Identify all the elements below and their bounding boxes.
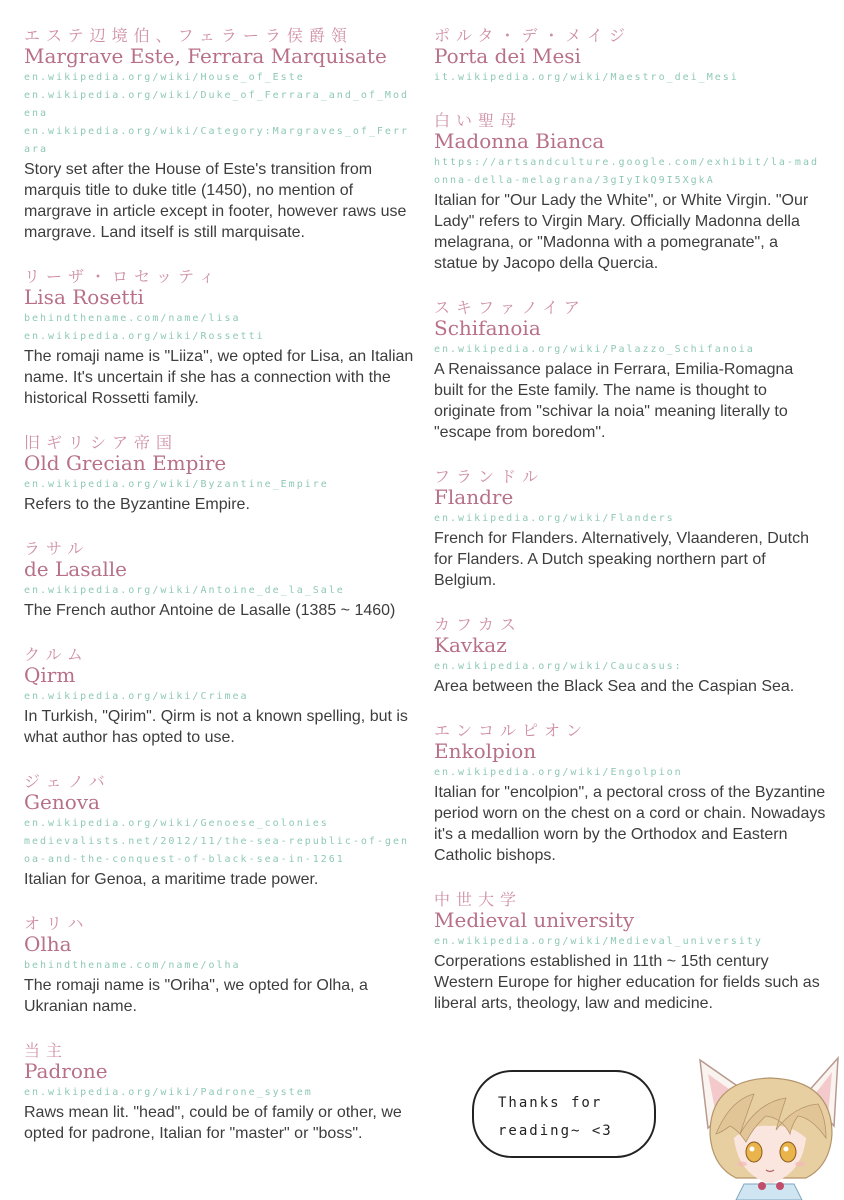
glossary-entry	[434, 298, 826, 443]
reference-link[interactable]: en.wikipedia.org/wiki/House_of_Este	[24, 72, 305, 83]
glossary-entry	[434, 721, 826, 866]
entry-description: Area between the Black Sea and the Caspian Sea.	[434, 678, 795, 695]
reference-link[interactable]: medievalists.net/2012/11/the-sea-republic-of-genoa-and-the-conquest-of-black-sea-in-1261	[24, 836, 409, 865]
glossary-entry	[434, 615, 826, 697]
entry-title: Genova	[24, 790, 100, 814]
reference-link[interactable]: en.wikipedia.org/wiki/Antoine_de_la_Sale	[24, 585, 345, 596]
japanese-term: カフカス	[434, 615, 522, 634]
japanese-term: 中世大学	[434, 890, 523, 909]
entry-description: A Renaissance palace in Ferrara, Emilia-Romagna built for the Este family. The name is thought to originate from "schivar la noia" meaning literally to "escape from boredom".	[434, 361, 794, 441]
reference-link[interactable]: en.wikipedia.org/wiki/Category:Margraves_of_Ferrara	[24, 126, 409, 155]
left-column	[24, 26, 416, 1168]
bubble-line: Thanks for	[498, 1095, 603, 1111]
reference-links	[24, 957, 416, 975]
entry-description: Story set after the House of Este's transition from marquis title to duke title (1450), no mention of margrave in article except in footer, however raws use margrave. Land itself is still marquisate.	[24, 161, 407, 241]
entry-title: Flandre	[434, 485, 514, 509]
entry-title: Old Grecian Empire	[24, 451, 227, 475]
entry-title: Schifanoia	[434, 316, 541, 340]
reference-link[interactable]: en.wikipedia.org/wiki/Byzantine_Empire	[24, 479, 329, 490]
entry-description: Italian for "Our Lady the White", or White Virgin. "Our Lady" refers to Virgin Mary. Officially Madonna della melagrana, or "Madonna with a pomegranate", a statue by Jacopo della Quercia.	[434, 192, 809, 272]
entry-description: The romaji name is "Oriha", we opted for Olha, a Ukranian name.	[24, 977, 368, 1015]
entry-title: Enkolpion	[434, 739, 537, 763]
entry-description: Raws mean lit. "head", could be of family or other, we opted for padrone, Italian for "master" or "boss".	[24, 1104, 402, 1142]
entry-description: Italian for "encolpion", a pectoral cross of the Byzantine period worn on the chest on a cord or chain. Nowadays it's a medallion worn by the Orthodox and Eastern Catholic bishops.	[434, 784, 826, 864]
reference-link[interactable]: en.wikipedia.org/wiki/Genoese_colonies	[24, 818, 329, 829]
reference-link[interactable]: en.wikipedia.org/wiki/Palazzo_Schifanoia	[434, 344, 755, 355]
right-column	[434, 26, 826, 1038]
reference-links	[24, 815, 416, 869]
reference-link[interactable]: en.wikipedia.org/wiki/Crimea	[24, 691, 249, 702]
entry-description: The French author Antoine de Lasalle (1385 ~ 1460)	[24, 602, 396, 619]
reference-link[interactable]: behindthename.com/name/lisa	[24, 313, 241, 324]
reference-link[interactable]: en.wikipedia.org/wiki/Flanders	[434, 513, 675, 524]
reference-links	[24, 582, 416, 600]
reference-links	[434, 764, 826, 782]
reference-link[interactable]: en.wikipedia.org/wiki/Caucasus:	[434, 661, 683, 672]
japanese-term: リーザ・ロセッティ	[24, 267, 221, 286]
entry-title: Olha	[24, 932, 72, 956]
speech-bubble-text	[498, 1089, 648, 1145]
glossary-entry	[434, 467, 826, 591]
japanese-term: エステ辺境伯、フェラーラ侯爵領	[24, 26, 353, 45]
japanese-term: スキファノイア	[434, 298, 586, 317]
glossary-entry	[24, 772, 416, 890]
entry-title: Padrone	[24, 1059, 108, 1083]
japanese-term: ジェノバ	[24, 772, 111, 791]
reference-link[interactable]: en.wikipedia.org/wiki/Engolpion	[434, 767, 683, 778]
entry-title: Madonna Bianca	[434, 129, 605, 153]
entry-title: Qirm	[24, 663, 76, 687]
japanese-term: 白い聖母	[434, 111, 523, 130]
entry-title: Margrave Este, Ferrara Marquisate	[24, 44, 387, 68]
glossary-entry	[24, 914, 416, 1017]
glossary-entry	[24, 539, 416, 621]
reference-link[interactable]: behindthename.com/name/olha	[24, 960, 241, 971]
entry-description: French for Flanders. Alternatively, Vlaanderen, Dutch for Flanders. A Dutch speaking northern part of Belgium.	[434, 530, 809, 589]
reference-links	[24, 69, 416, 159]
glossary-entry	[434, 890, 826, 1014]
reference-links	[434, 69, 826, 87]
entry-description: Corperations established in 11th ~ 15th century Western Europe for higher education for fields such as liberal arts, theology, law and medicine.	[434, 953, 820, 1012]
glossary-entry	[24, 1041, 416, 1144]
japanese-term: 当主	[24, 1041, 69, 1060]
glossary-entry	[24, 267, 416, 409]
reference-link[interactable]: en.wikipedia.org/wiki/Padrone_system	[24, 1087, 313, 1098]
japanese-term: フランドル	[434, 467, 545, 486]
reference-link[interactable]: en.wikipedia.org/wiki/Rossetti	[24, 331, 265, 342]
reference-links	[434, 510, 826, 528]
entry-title: Porta dei Mesi	[434, 44, 581, 68]
reference-links	[24, 310, 416, 346]
japanese-term: ポルタ・デ・メイジ	[434, 26, 632, 45]
entry-description: Refers to the Byzantine Empire.	[24, 496, 250, 513]
reference-link[interactable]: https://artsandculture.google.com/exhibit/la-madonna-della-melagrana/3gIyIkQ9I5XgkA	[434, 157, 819, 186]
entry-description: The romaji name is "Liiza", we opted for Lisa, an Italian name. It's uncertain if she has a connection with the historical Rossetti family.	[24, 348, 414, 407]
japanese-term: クルム	[24, 645, 89, 664]
entry-title: Kavkaz	[434, 633, 507, 657]
japanese-term: 旧ギリシア帝国	[24, 433, 179, 452]
entry-title: Lisa Rosetti	[24, 285, 144, 309]
entry-description: Italian for Genoa, a maritime trade power.	[24, 871, 319, 888]
entry-description: In Turkish, "Qirim". Qirm is not a known spelling, but is what author has opted to use.	[24, 708, 408, 746]
japanese-term: エンコルピオン	[434, 721, 589, 740]
entry-title: de Lasalle	[24, 557, 128, 581]
reference-links	[24, 1084, 416, 1102]
chibi-character-illustration	[694, 1054, 844, 1200]
japanese-term: オリハ	[24, 914, 90, 933]
bubble-line: reading~ <3	[498, 1123, 613, 1139]
reference-links	[434, 658, 826, 676]
glossary-entry	[24, 645, 416, 748]
reference-link[interactable]: en.wikipedia.org/wiki/Medieval_university	[434, 936, 763, 947]
glossary-entry	[24, 26, 416, 243]
reference-links	[434, 154, 826, 190]
reference-links	[24, 688, 416, 706]
reference-link[interactable]: it.wikipedia.org/wiki/Maestro_dei_Mesi	[434, 72, 739, 83]
reference-links	[434, 933, 826, 951]
glossary-entry	[434, 26, 826, 87]
glossary-entry	[434, 111, 826, 274]
reference-link[interactable]: en.wikipedia.org/wiki/Duke_of_Ferrara_and_of_Modena	[24, 90, 409, 119]
reference-links	[24, 476, 416, 494]
entry-title: Medieval university	[434, 908, 635, 932]
reference-links	[434, 341, 826, 359]
glossary-entry	[24, 433, 416, 515]
japanese-term: ラサル	[24, 539, 90, 558]
